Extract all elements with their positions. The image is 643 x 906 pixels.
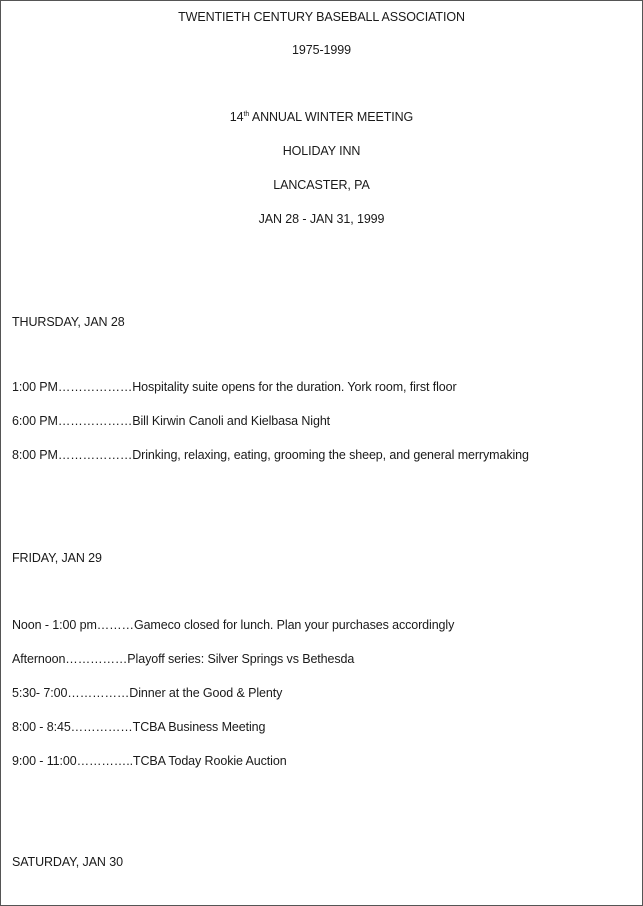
venue: HOLIDAY INN [282, 144, 361, 158]
day-heading-friday: FRIDAY, JAN 29 [12, 551, 102, 565]
city: LANCASTER, PA [273, 178, 370, 192]
schedule-item: 6:00 PM………………Bill Kirwin Canoli and Kielbasa Night [12, 414, 331, 428]
schedule-item: 1:00 PM………………Hospitality suite opens for the duration. York room, first floor [12, 380, 457, 394]
schedule-item: 8:00 - 8:45……………TCBA Business Meeting [12, 720, 266, 734]
schedule-item: Noon - 1:00 pm………Gameco closed for lunch. Plan your purchases accordingly [12, 618, 455, 632]
schedule-item: 8:00 PM………………Drinking, relaxing, eating, grooming the sheep, and general merrymaking [12, 448, 529, 462]
day-heading-saturday: SATURDAY, JAN 30 [12, 855, 123, 869]
meeting-title [1, 109, 642, 125]
schedule-item: 9:00 - 11:00…………..TCBA Today Rookie Auction [12, 754, 287, 768]
schedule-item: 5:30- 7:00……………Dinner at the Good & Plenty [12, 686, 283, 700]
organization-title: TWENTIETH CENTURY BASEBALL ASSOCIATION [178, 10, 465, 24]
meeting-number: 14 [229, 110, 244, 124]
meeting-ordinal-suffix: th [243, 110, 250, 118]
meeting-dates: JAN 28 - JAN 31, 1999 [258, 212, 385, 226]
organization-years: 1975-1999 [292, 43, 351, 57]
meeting-title-text: ANNUAL WINTER MEETING [251, 110, 414, 124]
schedule-item: Afternoon……………Playoff series: Silver Springs vs Bethesda [12, 652, 355, 666]
day-heading-thursday: THURSDAY, JAN 28 [12, 315, 125, 329]
